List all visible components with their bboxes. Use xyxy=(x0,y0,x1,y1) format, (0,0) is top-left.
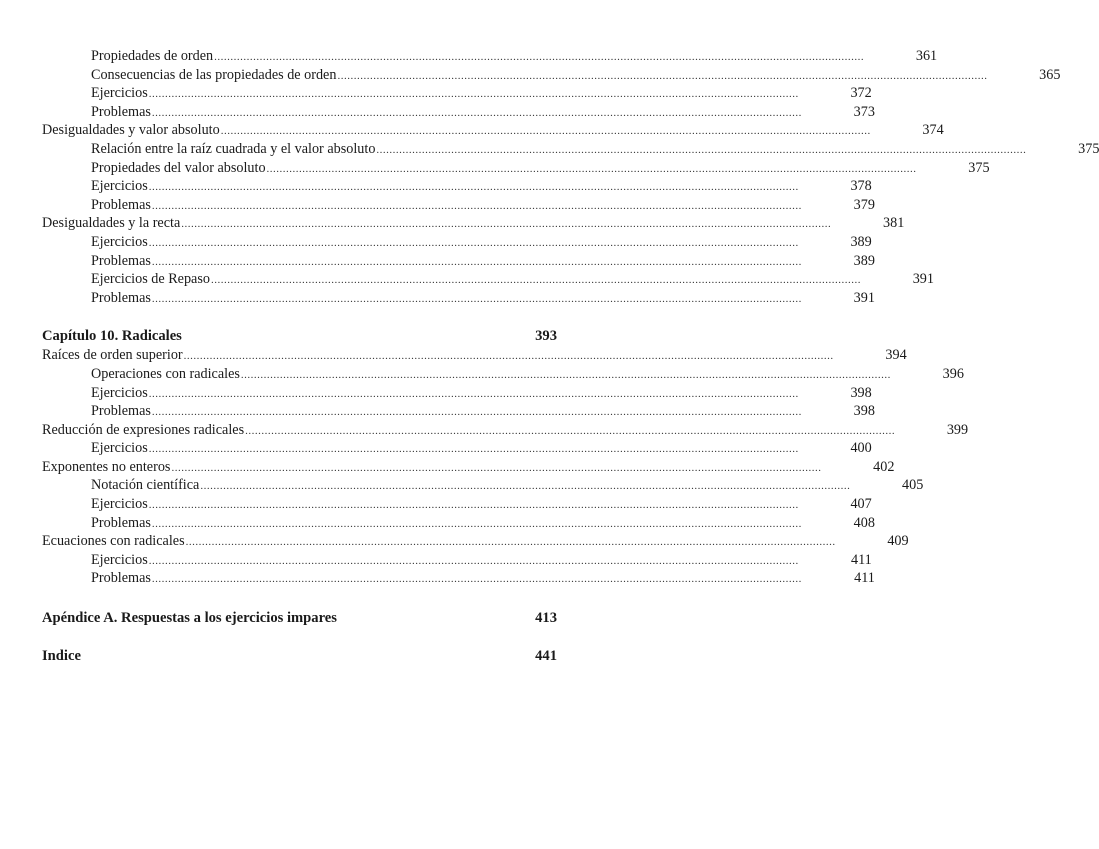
entry-page-number: 391 xyxy=(912,271,934,288)
dot-leader: ........................................................................................................................................................................................................ xyxy=(183,350,834,363)
dot-leader: ........................................................................................................................................................................................................ xyxy=(245,424,896,437)
spacer xyxy=(0,588,600,608)
dot-leader: ........................................................................................................................................................................................................ xyxy=(151,573,802,586)
toc-entry xyxy=(0,439,872,458)
dot-leader: ........................................................................................................................................................................................................ xyxy=(148,443,799,456)
entry-page-number: 365 xyxy=(1039,66,1061,83)
toc-entry xyxy=(0,177,872,196)
entry-page-number: 361 xyxy=(915,48,938,64)
entry-page-number: 402 xyxy=(873,458,895,475)
toc-entry xyxy=(0,402,875,421)
entry-page-number: 407 xyxy=(850,496,872,513)
entry-page-number: 399 xyxy=(946,421,969,438)
toc-entry xyxy=(0,121,944,140)
entry-title: Desigualdades y la recta xyxy=(42,215,181,232)
entry-title: Operaciones con radicales xyxy=(91,365,240,382)
entry-title: Problemas xyxy=(91,570,151,587)
entry-title: Ejercicios de Repaso xyxy=(91,271,210,288)
entry-page-number: 381 xyxy=(883,215,905,232)
toc-entry xyxy=(0,196,875,215)
toc-entry xyxy=(0,214,905,233)
toc-entry xyxy=(0,346,907,365)
entry-page-number: 378 xyxy=(850,178,872,195)
entry-page-number: 372 xyxy=(850,85,872,102)
index-heading-title: Indice xyxy=(42,648,81,665)
dot-leader: ........................................................................................................................................................................................................ xyxy=(185,536,836,549)
entry-title: Consecuencias de las propiedades de orden xyxy=(91,66,337,83)
toc-entry xyxy=(0,270,934,289)
toc-entry xyxy=(0,569,875,588)
entry-title: Ejercicios xyxy=(91,85,148,102)
entry-page-number: 394 xyxy=(885,347,907,364)
toc-entry xyxy=(0,84,872,103)
toc-entry xyxy=(0,495,872,514)
entry-page-number: 398 xyxy=(850,384,872,401)
entry-title: Ecuaciones con radicales xyxy=(42,533,185,550)
dot-leader: ........................................................................................................................................................................................................ xyxy=(200,480,851,493)
index-heading-page-number: 441 xyxy=(535,648,557,665)
entry-page-number: 405 xyxy=(902,477,924,494)
entry-title: Desigualdades y valor absoluto xyxy=(42,122,220,139)
toc-entry xyxy=(0,384,872,403)
entry-title: Ejercicios xyxy=(91,233,148,250)
dot-leader: ........................................................................................................................................................................................................ xyxy=(148,181,799,194)
entry-page-number: 375 xyxy=(968,159,990,176)
dot-leader: ........................................................................................................................................................................................................ xyxy=(181,218,832,231)
dot-leader: ........................................................................................................................................................................................................ xyxy=(171,461,822,474)
dot-leader: ........................................................................................................................................................................................................ xyxy=(148,554,799,567)
entry-title: Relación entre la raíz cuadrada y el valor absoluto xyxy=(91,140,376,157)
entry-page-number: 409 xyxy=(887,533,909,550)
entry-title: Problemas xyxy=(91,514,151,531)
dot-leader: ........................................................................................................................................................................................................ xyxy=(151,106,802,119)
entry-page-number: 391 xyxy=(853,289,875,306)
toc-entry xyxy=(0,532,909,551)
entry-title: Notación científica xyxy=(91,477,200,494)
dot-leader: ........................................................................................................................................................................................................ xyxy=(151,255,802,268)
appendix-heading-title: Apéndice A. Respuestas a los ejercicios impares xyxy=(42,610,337,627)
entry-title: Ejercicios xyxy=(91,384,148,401)
table-of-contents xyxy=(0,47,1099,666)
dot-leader: ........................................................................................................................................................................................................ xyxy=(266,162,917,175)
dot-leader: ........................................................................................................................................................................................................ xyxy=(240,368,891,381)
entry-title: Problemas xyxy=(91,289,151,306)
toc-entry xyxy=(0,159,990,178)
entry-title: Ejercicios xyxy=(91,440,148,457)
entry-title: Propiedades de orden xyxy=(91,48,214,64)
entry-page-number: 379 xyxy=(853,196,875,213)
toc-entry xyxy=(0,140,1099,159)
dot-leader: ........................................................................................................................................................................................................ xyxy=(148,387,799,400)
toc-entry xyxy=(0,66,1061,85)
entry-title: Ejercicios xyxy=(91,496,148,513)
entry-title: Problemas xyxy=(91,196,151,213)
entry-title: Raíces de orden superior xyxy=(42,347,183,364)
dot-leader: ........................................................................................................................................................................................................ xyxy=(151,199,802,212)
toc-entry xyxy=(0,289,875,308)
dot-leader: ........................................................................................................................................................................................................ xyxy=(210,274,861,287)
entry-page-number: 373 xyxy=(853,103,875,120)
appendix-heading-page-number: 413 xyxy=(535,610,557,627)
toc-entry xyxy=(0,476,924,495)
toc-entry xyxy=(0,233,872,252)
toc-entry xyxy=(0,514,875,533)
entry-page-number: 411 xyxy=(850,551,872,568)
entry-page-number: 411 xyxy=(854,570,875,587)
entry-title: Problemas xyxy=(91,103,151,120)
entry-page-number: 389 xyxy=(853,252,875,269)
chapter-heading-page-number: 393 xyxy=(535,328,557,345)
entry-page-number: 398 xyxy=(853,403,875,420)
toc-entry xyxy=(0,103,875,122)
entry-page-number: 375 xyxy=(1078,140,1099,157)
entry-title: Problemas xyxy=(91,252,151,269)
dot-leader: ........................................................................................................................................................................................................ xyxy=(148,499,799,512)
toc-entry xyxy=(0,421,969,440)
toc-entry xyxy=(0,47,938,66)
dot-leader: ........................................................................................................................................................................................................ xyxy=(220,125,871,138)
entry-page-number: 408 xyxy=(853,514,875,531)
entry-page-number: 396 xyxy=(942,365,964,382)
dot-leader: ........................................................................................................................................................................................................ xyxy=(148,236,799,249)
index-heading xyxy=(0,646,600,666)
dot-leader: ........................................................................................................................................................................................................ xyxy=(151,406,802,419)
chapter-heading xyxy=(0,326,600,346)
toc-entry xyxy=(0,458,895,477)
chapter-heading-title: Capítulo 10. Radicales xyxy=(42,328,182,345)
entry-title: Ejercicios xyxy=(91,551,148,568)
entry-title: Ejercicios xyxy=(91,178,148,195)
entry-title: Propiedades del valor absoluto xyxy=(91,159,266,176)
spacer xyxy=(0,307,600,326)
appendix-heading xyxy=(0,608,600,628)
dot-leader: ........................................................................................................................................................................................................ xyxy=(214,51,865,63)
entry-title: Reducción de expresiones radicales xyxy=(42,421,245,438)
dot-leader: ........................................................................................................................................................................................................ xyxy=(151,292,802,305)
entry-page-number: 400 xyxy=(850,440,872,457)
dot-leader: ........................................................................................................................................................................................................ xyxy=(151,517,802,530)
dot-leader: ........................................................................................................................................................................................................ xyxy=(376,143,1027,156)
toc-entry xyxy=(0,252,875,271)
toc-entry xyxy=(0,551,872,570)
entry-page-number: 389 xyxy=(850,233,872,250)
entry-page-number: 374 xyxy=(922,122,944,139)
entry-title: Problemas xyxy=(91,403,151,420)
toc-entry xyxy=(0,365,964,384)
entry-title: Exponentes no enteros xyxy=(42,458,171,475)
dot-leader: ........................................................................................................................................................................................................ xyxy=(148,88,799,101)
dot-leader: ........................................................................................................................................................................................................ xyxy=(337,69,988,82)
spacer xyxy=(0,628,600,646)
